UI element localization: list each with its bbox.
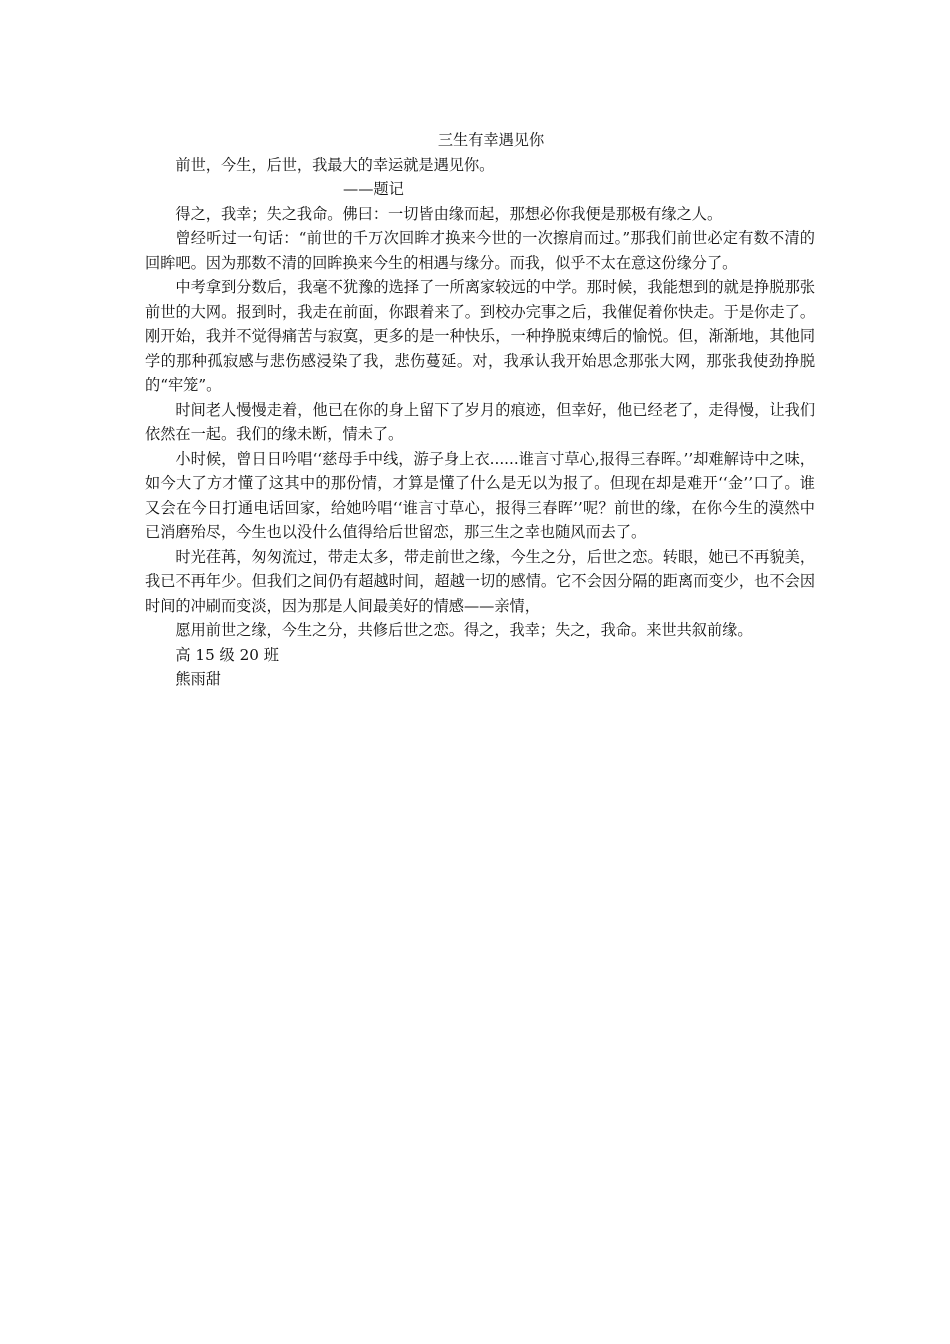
paragraph: 时光荏苒，匆匆流过，带走太多，带走前世之缘，今生之分，后世之恋。转眼，她已不再貌美，我已不再年少。但我们之间仍有超越时间，超越一切的感情。它不会因分隔的距离而变少，也不会因时间的冲刷而变淡，因为那是人间最美好的情感——亲情， bbox=[145, 547, 815, 615]
paragraph: 曾经听过一句话：“前世的千万次回眸才换来今世的一次擦肩而过。”那我们前世必定有数不清的回眸吧。因为那数不清的回眸换来今生的相遇与缘分。而我，似乎不太在意这份缘分了。 bbox=[145, 229, 815, 272]
essay-title: 三生有幸遇见你 bbox=[437, 131, 545, 149]
paragraph: 得之，我幸；失之我命。佛曰：一切皆由缘而起，那想必你我便是那极有缘之人。 bbox=[175, 204, 723, 223]
author-class: 高 15 级 20 班 bbox=[175, 645, 279, 664]
paragraph: 中考拿到分数后，我毫不犹豫的选择了一所离家较远的中学。那时候，我能想到的就是挣脱那张前世的大网。报到时，我走在前面，你跟着来了。到校办完事之后，我催促着你快走。于是你走了。刚开始，我并不觉得痛苦与寂寞，更多的是一种快乐，一种挣脱束缚后的愉悦。但，渐渐地，其他同学的那种孤寂感与悲伤感浸染了我，悲伤蔓延。对，我承认我开始思念那张大网，那张我使劲挣脱的“牢笼”。 bbox=[145, 278, 815, 394]
essay-body bbox=[145, 128, 815, 692]
paragraph: 小时候，曾日日吟唱‘‘慈母手中线，游子身上衣......谁言寸草心,报得三春晖。’’却难解诗中之味，如今大了方才懂了这其中的那份情，才算是懂了什么是无以为报了。但现在却是难开‘‘金’’口了。谁又会在今日打通电话回家，给她吟唱‘‘谁言寸草心，报得三春晖’’呢？前世的缘，在你今生的漠然中已消磨殆尽，今生也以没什么值得给后世留恋，那三生之幸也随风而去了。 bbox=[145, 449, 815, 541]
paragraph: 时间老人慢慢走着，他已在你的身上留下了岁月的痕迹，但幸好，他已经老了，走得慢，让我们依然在一起。我们的缘未断，情未了。 bbox=[145, 400, 815, 443]
paragraph: 愿用前世之缘，今生之分，共修后世之恋。得之，我幸；失之，我命。来世共叙前缘。 bbox=[175, 621, 753, 639]
epigraph: 前世，今生，后世，我最大的幸运就是遇见你。 bbox=[175, 155, 495, 174]
author-name: 熊雨甜 bbox=[175, 670, 221, 688]
epigraph-attribution: ——题记 bbox=[343, 180, 404, 198]
